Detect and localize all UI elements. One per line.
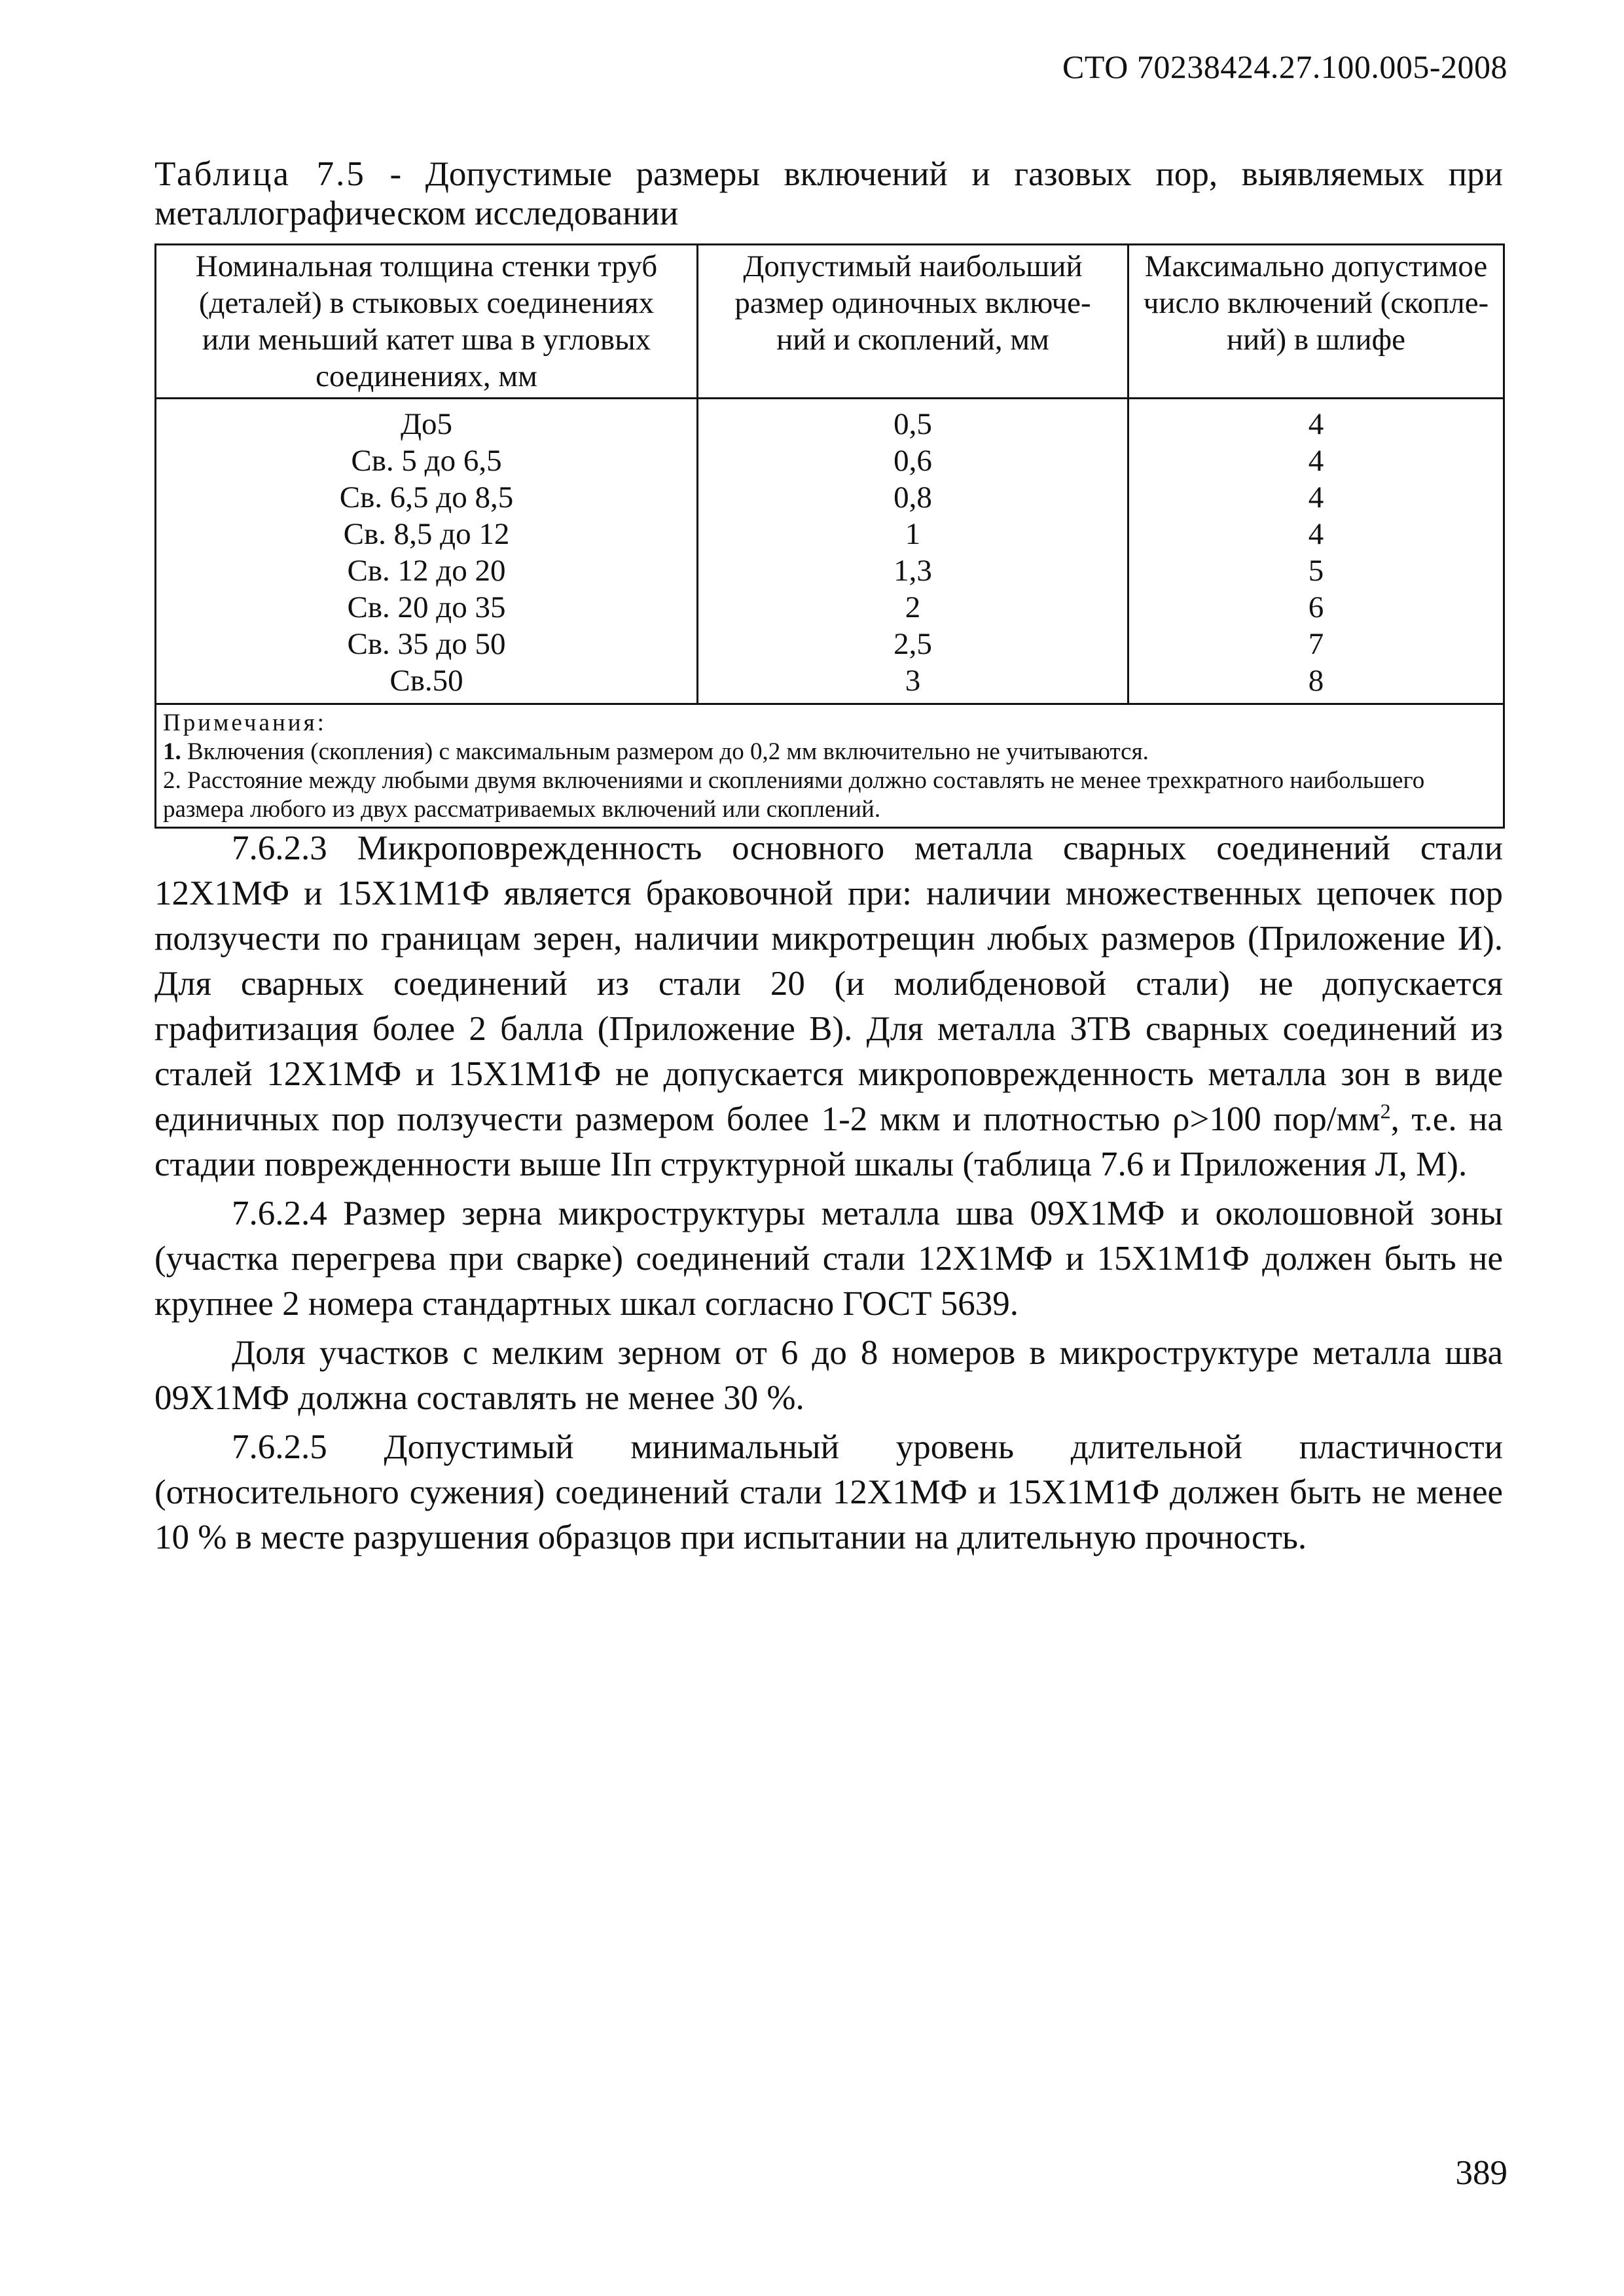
table-cell: 0,8	[893, 480, 932, 514]
page-number: 389	[1455, 2154, 1507, 2192]
header-max-count: Максимально допустимое число включений (скопле- ний) в шлифе	[1128, 245, 1504, 399]
paragraph-7-6-2-3: 7.6.2.3 Микроповрежденность основного металла сварных соединений стали 12Х1МФ и 15Х1М1Ф является браковочной при: наличии множественных цепочек пор ползучести по границам зерен, наличии микротрещин любых размеров (Приложение И). Для сварных соединений из стали 20 (и молибденовой стали) не допускается графитизация более 2 балла (Приложение В). Для металла ЗТВ сварных соединений из сталей 12Х1МФ и 15Х1М1Ф не допускается микроповрежденность металла зон в виде единичных пор ползучести размером более 1-2 мкм и плотностью ρ>100 пор/$мм^2$, т.е. на стадии поврежденности выше IIп структурной шкалы (таблица 7.6 и Приложения Л, М).	[154, 829, 1503, 1183]
notes-title: Примечания:	[163, 709, 327, 736]
table-cell: 0,5	[893, 407, 932, 441]
table-cell: Св. 35 до 50	[347, 627, 506, 661]
column-max-size	[698, 399, 1128, 704]
paragraph-7-6-2-4: 7.6.2.4 Размер зерна микроструктуры металла шва 09Х1МФ и околошовной зоны (участка перегрева при сварке) соединений стали 12Х1МФ и 15Х1М1Ф должен быть не крупнее 2 номера стандартных шкал согласно ГОСТ 5639.	[154, 1194, 1503, 1323]
inclusions-table	[154, 243, 1505, 829]
note-item: 2. Расстояние между любыми двумя включениями и скоплениями должно составлять не менее трехкратного наибольшего размера любого из двух рассматриваемых включений или скоплений.	[163, 767, 1425, 823]
paragraph-7-6-2-5: 7.6.2.5 Допустимый минимальный уровень длительной пластичности (относительного сужения) соединений стали 12Х1МФ и 15Х1М1Ф должен быть не менее 10 % в месте разрушения образцов при испытании на длительную прочность.	[154, 1428, 1503, 1556]
column-thickness	[156, 399, 698, 704]
table-cell: 4	[1308, 444, 1324, 478]
table-caption-label: Таблица 7.5	[154, 155, 366, 193]
table-caption-text: - Допустимые размеры включений и газовых пор, выявляемых при металлографическом исследовании	[154, 155, 1503, 232]
header-thickness: Номинальная толщина стенки труб (деталей) в стыковых соединениях или меньший катет шва в угловых соединениях, мм	[156, 245, 698, 399]
table-cell: 4	[1308, 517, 1324, 551]
table-cell: Св. 5 до 6,5	[351, 444, 502, 478]
table-cell: До5	[400, 407, 453, 441]
table-cell: Св. 6,5 до 8,5	[339, 480, 514, 514]
table-notes	[156, 704, 1504, 828]
header-max-size: Допустимый наибольший размер одиночных включе- ний и скоплений, мм	[698, 245, 1128, 399]
note-item: 1. Включения (скопления) с максимальным размером до 0,2 мм включительно не учитываются.	[163, 738, 1149, 765]
table-notes-row	[156, 704, 1504, 828]
table-data-row	[156, 399, 1504, 704]
column-max-count	[1128, 399, 1504, 704]
table-cell: Св. 8,5 до 12	[343, 517, 510, 551]
table-cell: Св. 20 до 35	[347, 590, 506, 624]
table-cell: 4	[1308, 480, 1324, 514]
table-cell: 5	[1308, 554, 1324, 588]
table-caption	[154, 154, 1503, 233]
body-text	[154, 826, 1503, 1564]
table-cell: Св.50	[389, 664, 463, 698]
table-header-row	[156, 245, 1504, 399]
table-cell: 2,5	[893, 627, 932, 661]
document-code: СТО 70238424.27.100.005-2008	[1062, 48, 1507, 85]
table-cell: 0,6	[893, 444, 932, 478]
table-cell: 6	[1308, 590, 1324, 624]
table-cell: 8	[1308, 664, 1324, 698]
table-cell: 2	[905, 590, 921, 624]
table-cell: 3	[905, 664, 921, 698]
paragraph-grain-share: Доля участков с мелким зерном от 6 до 8 номеров в микроструктуре металла шва 09Х1МФ должна составлять не менее 30 %.	[154, 1334, 1503, 1417]
table-cell: 1	[905, 517, 921, 551]
table-cell: Св. 12 до 20	[347, 554, 506, 588]
table-cell: 1,3	[893, 554, 932, 588]
table-cell: 7	[1308, 627, 1324, 661]
table-cell: 4	[1308, 407, 1324, 441]
